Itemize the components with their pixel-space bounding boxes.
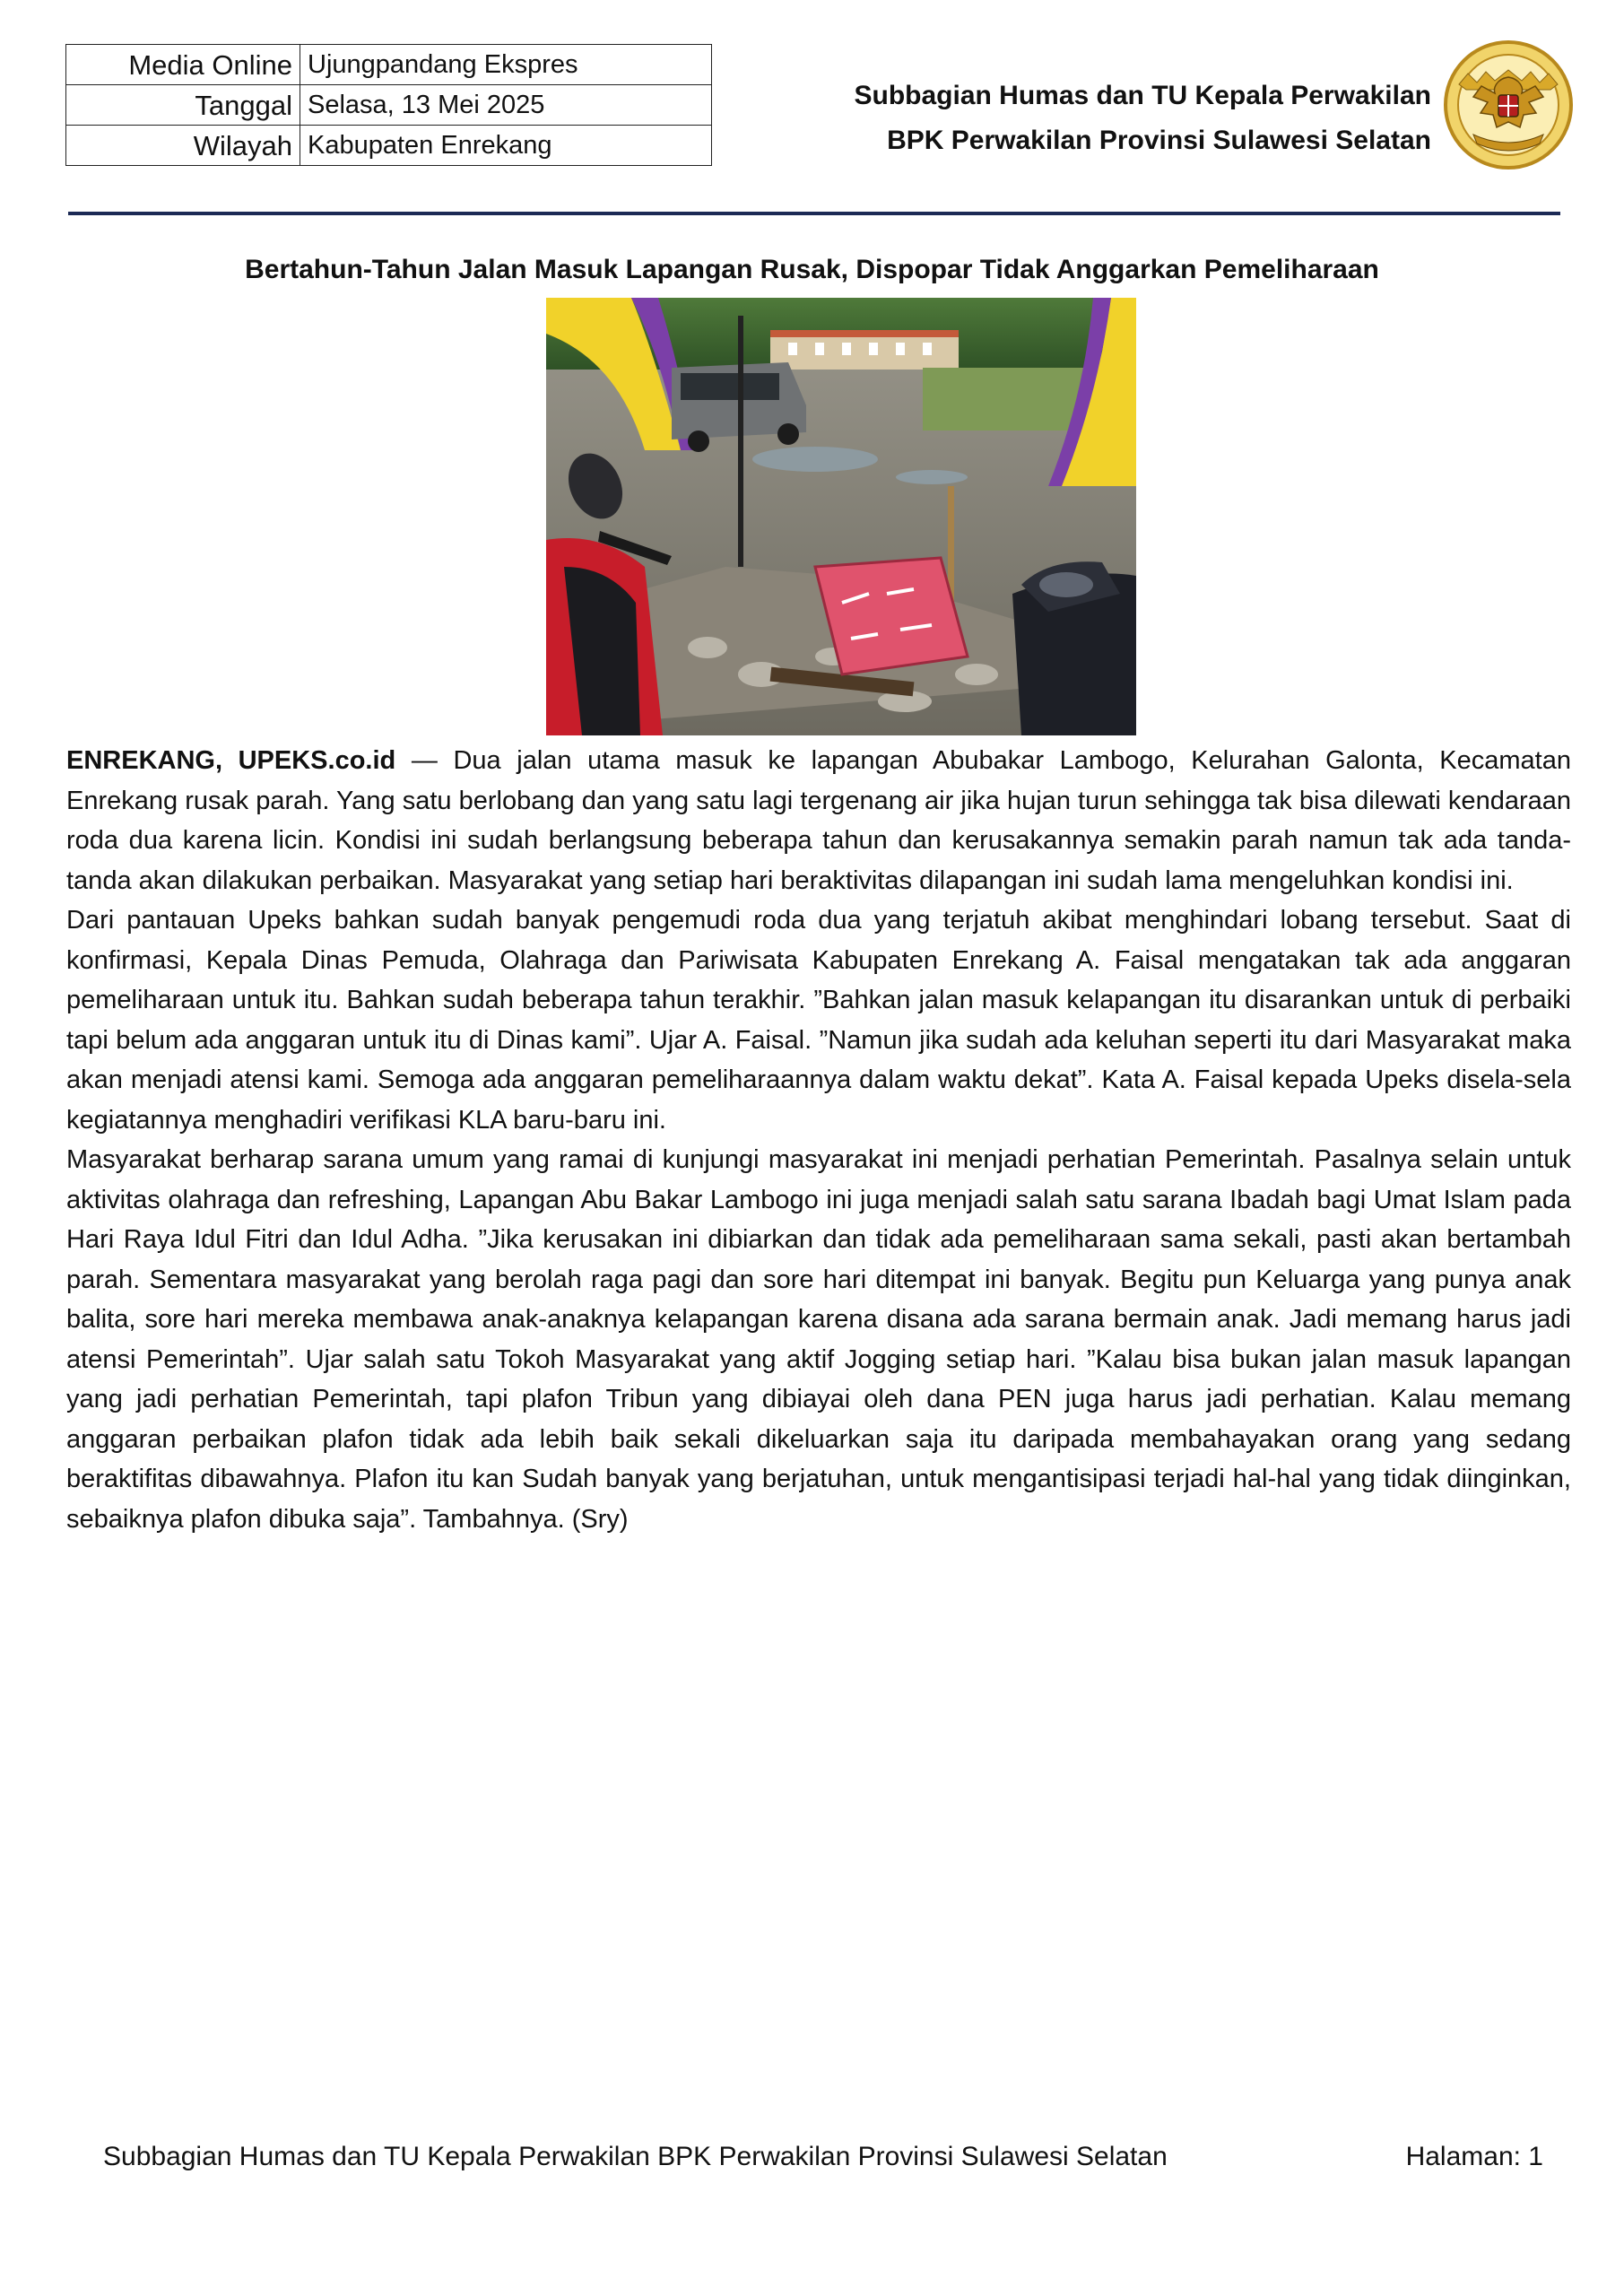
article-paragraph bbox=[66, 741, 1571, 900]
meta-value: Kabupaten Enrekang bbox=[300, 126, 712, 166]
footer-text: Subbagian Humas dan TU Kepala Perwakilan BPK Perwakilan Provinsi Sulawesi Selatan bbox=[103, 2142, 1168, 2171]
article-photo bbox=[546, 298, 1136, 735]
meta-label: Media Online bbox=[66, 45, 300, 85]
meta-row-date bbox=[66, 85, 712, 126]
org-line-1: Subbagian Humas dan TU Kepala Perwakilan bbox=[854, 81, 1431, 110]
article-paragraph-2: Dari pantauan Upeks bahkan sudah banyak pengemudi roda dua yang terjatuh akibat menghindari lobang tersebut. Saat di konfirmasi, Kepala Dinas Pemuda, Olahraga dan Pariwisata Kabupaten Enrekang A. Faisal mengatakan tak ada anggaran pemeliharaan untuk itu. Bahkan sudah beberapa tahun terakhir. ”Bahkan jalan masuk kelapangan itu disarankan untuk di perbaiki tapi belum ada anggaran untuk itu di Dinas kami”. Ujar A. Faisal. ”Namun jika sudah ada keluhan seperti itu dari Masyarakat maka akan menjadi atensi kami. Semoga ada anggaran pemeliharaannya dalam waktu dekat”. Kata A. Faisal kepada Upeks disela-sela kegiatannya menghadiri verifikasi KLA baru-baru ini. bbox=[66, 906, 1571, 1135]
meta-label: Wilayah bbox=[66, 126, 300, 166]
meta-row-media bbox=[66, 45, 712, 85]
meta-label: Tanggal bbox=[66, 85, 300, 126]
article-paragraph-1-text: — Dua jalan utama masuk ke lapangan Abubakar Lambogo, Kelurahan Galonta, Kecamatan Enrekang rusak parah. Yang satu berlobang dan yang satu lagi tergenang air jika hujan turun sehingga tak bisa dilewati kendaraan roda dua karena licin. Kondisi ini sudah berlangsung beberapa tahun dan kerusakannya semakin parah namun tak ada tanda-tanda akan dilakukan perbaikan. Masyarakat yang setiap hari beraktivitas dilapangan ini sudah lama mengeluhkan kondisi ini. bbox=[66, 746, 1572, 895]
bpk-emblem-icon bbox=[1441, 38, 1576, 172]
org-line-2: BPK Perwakilan Provinsi Sulawesi Selatan bbox=[887, 126, 1431, 155]
article-paragraph-3: Masyarakat berharap sarana umum yang ramai di kunjungi masyarakat ini menjadi perhatian Pemerintah. Pasalnya selain untuk aktivitas olahraga dan refreshing, Lapangan Abu Bakar Lambogo ini juga menjadi salah satu sarana Ibadah bagi Umat Islam pada Hari Raya Idul Fitri dan Idul Adha. ”Jika kerusakan ini dibiarkan dan tidak ada pemeliharaan sama sekali, pasti akan bertambah parah. Sementara masyarakat yang berolah raga pagi dan sore hari ditempat ini banyak. Begitu pun Keluarga yang punya anak balita, sore hari mereka membawa anak-anaknya kelapangan karena disana ada sarana bermain anak. Jadi memang harus jadi atensi Pemerintah”. Ujar salah satu Tokoh Masyarakat yang aktif Jogging setiap hari. ”Kalau bisa bukan jalan masuk lapangan yang jadi perhatian Pemerintah, tapi plafon Tribun yang dibiayai oleh dana PEN juga harus jadi perhatian. Kalau memang anggaran perbaikan plafon tidak ada lebih baik sekali dikeluarkan saja itu daripada membahayakan orang yang sedang beraktifitas dibawahnya. Plafon itu kan Sudah banyak yang berjatuhan, untuk mengantisipasi terjadi hal-hal yang tidak diinginkan, sebaiknya plafon dibuka saja”. Tambahnya. (Sry) bbox=[66, 1145, 1571, 1534]
org-name bbox=[854, 74, 1431, 163]
meta-table bbox=[65, 44, 712, 166]
meta-row-region bbox=[66, 126, 712, 166]
meta-value: Selasa, 13 Mei 2025 bbox=[300, 85, 712, 126]
article-body bbox=[66, 741, 1571, 1539]
page-number: Halaman: 1 bbox=[1405, 2142, 1543, 2171]
article-headline: Bertahun-Tahun Jalan Masuk Lapangan Rusak, Dispopar Tidak Anggarkan Pemeliharaan bbox=[245, 255, 1379, 284]
article-dateline: ENREKANG, UPEKS.co.id bbox=[66, 746, 396, 775]
header-rule bbox=[68, 212, 1560, 215]
meta-value: Ujungpandang Ekspres bbox=[300, 45, 712, 85]
